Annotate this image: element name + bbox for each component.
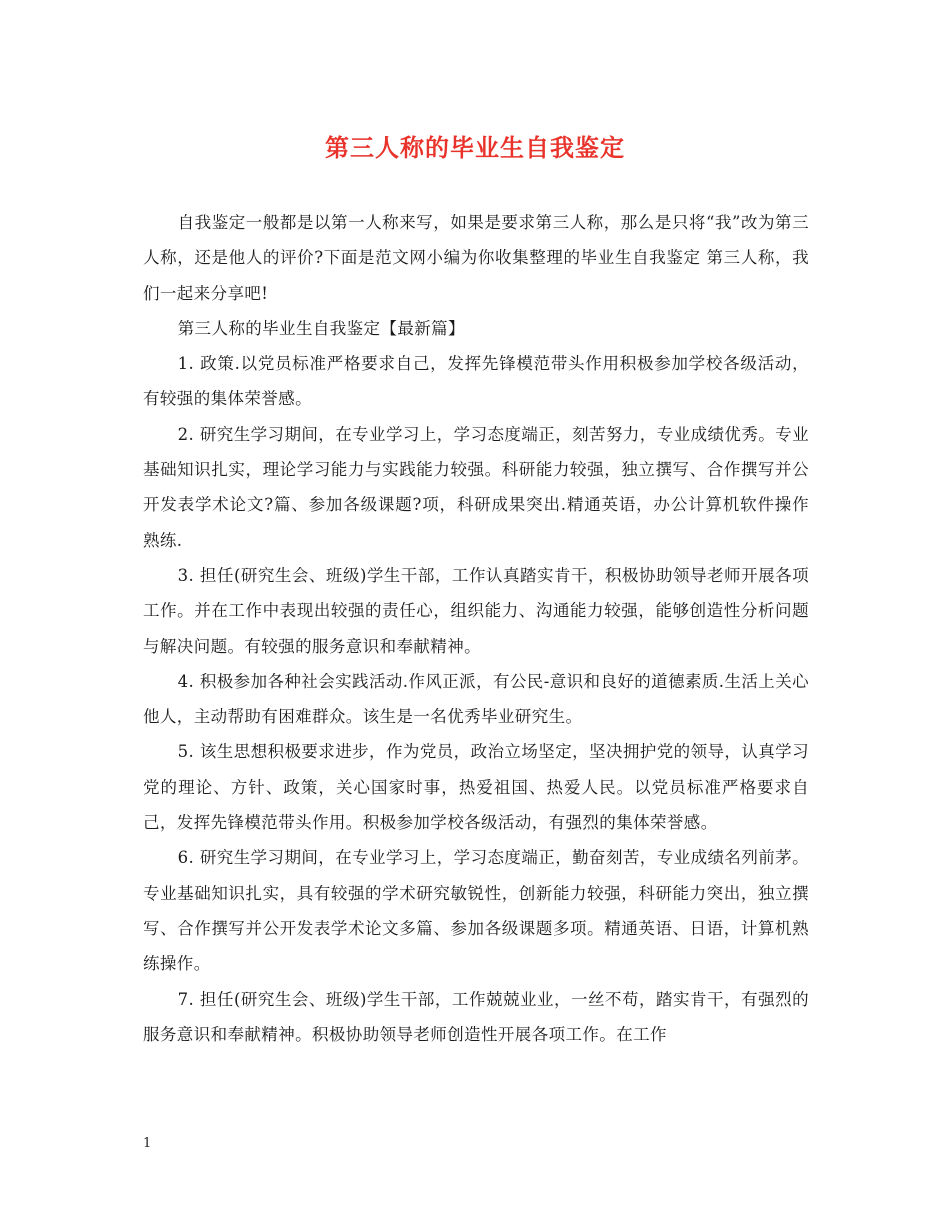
document-body bbox=[143, 205, 809, 1052]
paragraph-item-1: 1. 政策.以党员标准严格要求自己，发挥先锋模范带头作用积极参加学校各级活动，有较强的集体荣誉感。 bbox=[143, 354, 809, 409]
paragraph-subheading: 第三人称的毕业生自我鉴定【最新篇】 bbox=[177, 318, 465, 338]
paragraph-intro: 自我鉴定一般都是以第一人称来写，如果是要求第三人称，那么是只将“我”改为第三人称，还是他人的评价?下面是范文网小编为你收集整理的毕业生自我鉴定 第三人称，我们一起来分享吧! bbox=[143, 213, 809, 303]
paragraph-item-3: 3. 担任(研究生会、班级)学生干部，工作认真踏实肯干，积极协助领导老师开展各项工作。并在工作中表现出较强的责任心，组织能力、沟通能力较强，能够创造性分析问题与解决问题。有较强的服务意识和奉献精神。 bbox=[143, 565, 809, 656]
page-number: 1 bbox=[143, 1136, 152, 1151]
paragraph-item-5: 5. 该生思想积极要求进步，作为党员，政治立场坚定，坚决拥护党的领导，认真学习党的理论、方针、政策，关心国家时事，热爱祖国、热爱人民。以党员标准严格要求自己，发挥先锋模范带头作用。积极参加学校各级活动，有强烈的集体荣誉感。 bbox=[143, 742, 809, 833]
paragraph-item-6: 6. 研究生学习期间，在专业学习上，学习态度端正，勤奋刻苦，专业成绩名列前茅。专业基础知识扎实，具有较强的学术研究敏锐性，创新能力较强，科研能力突出，独立撰写、合作撰写并公开发表学术论文多篇、参加各级课题多项。精通英语、日语，计算机熟练操作。 bbox=[143, 848, 809, 974]
document-title: 第三人称的毕业生自我鉴定 bbox=[325, 133, 625, 162]
paragraph-item-7: 7. 担任(研究生会、班级)学生干部，工作兢兢业业，一丝不苟，踏实肯干，有强烈的服务意识和奉献精神。积极协助领导老师创造性开展各项工作。在工作 bbox=[143, 989, 809, 1044]
paragraph-item-2: 2. 研究生学习期间，在专业学习上，学习态度端正，刻苦努力，专业成绩优秀。专业基础知识扎实，理论学习能力与实践能力较强。科研能力较强，独立撰写、合作撰写并公开发表学术论文?篇、参加各级课题?项，科研成果突出.精通英语，办公计算机软件操作熟练. bbox=[143, 424, 809, 550]
paragraph-item-4: 4. 积极参加各种社会实践活动.作风正派，有公民-意识和良好的道德素质.生活上关心他人，主动帮助有困难群众。该生是一名优秀毕业研究生。 bbox=[143, 671, 809, 727]
